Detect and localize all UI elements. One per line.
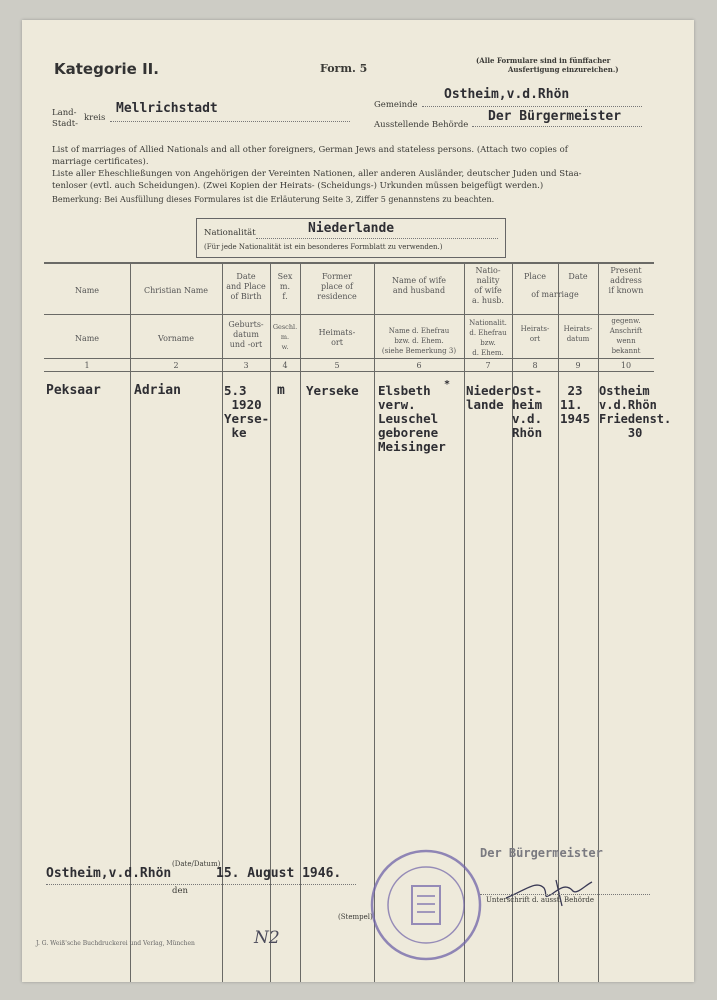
- gemeinde-line: [422, 106, 642, 107]
- spouse-footnote-mark: *: [444, 379, 451, 390]
- entry-marriage-place: Ost- heim v.d. Rhön: [512, 383, 543, 440]
- table-header-line: [44, 358, 654, 359]
- col1-num: 1: [84, 361, 90, 370]
- col10-en: Present address if known: [608, 266, 644, 295]
- of-marriage-label: of marriage: [531, 290, 579, 299]
- table-number-line: [44, 371, 654, 372]
- intro-remark: Bemerkung: Bei Ausfüllung dieses Formulares ist die Erläuterung Seite 3, Ziffer 5 genannstens zu beachten.: [52, 195, 495, 204]
- printer-imprint: J. G. Weiß'sche Buchdruckerei und Verlag, München: [36, 940, 195, 947]
- col5-de: Heimats- ort: [318, 328, 356, 347]
- nationality-label: Nationalität: [204, 228, 256, 238]
- footer-den: den: [172, 886, 188, 896]
- entry-former-residence: Yerseke: [306, 383, 359, 398]
- table-mid-line: [44, 314, 654, 315]
- gemeinde-value: Ostheim,v.d.Rhön: [444, 87, 570, 102]
- signature-label: Unterschrift d. ausst. Behörde: [486, 896, 594, 904]
- behoerde-value: Der Bürgermeister: [488, 109, 622, 124]
- official-title: Der Bürgermeister: [480, 846, 603, 860]
- form-number: Form. 5: [320, 62, 368, 75]
- col10-de: gegenw. Anschrift wenn bekannt: [609, 317, 643, 355]
- footer-date-label: (Date/Datum): [172, 860, 221, 868]
- col8-de: Heirats- ort: [520, 325, 550, 343]
- landkreis-label-stadt: Stadt-: [52, 119, 79, 129]
- col5-en: Former place of residence: [317, 272, 357, 301]
- col9-en: Date: [568, 272, 588, 281]
- col2-en: Christian Name: [143, 286, 209, 295]
- signature-line: [480, 894, 650, 895]
- entry-sex: m: [277, 383, 285, 398]
- col8-num: 8: [532, 361, 538, 370]
- behoerde-label: Ausstellende Behörde: [374, 120, 469, 130]
- entry-address: Ostheim v.d.Rhön Friedenst. 30: [599, 384, 672, 440]
- footer-date-line: [46, 884, 356, 885]
- col2-num: 2: [173, 361, 179, 370]
- entry-name: Peksaar: [46, 383, 101, 398]
- col4-de: Geschl. m. w.: [272, 323, 298, 351]
- stamp-label: (Stempel): [338, 913, 373, 921]
- intro-german-line1: Liste aller Eheschließungen von Angehörigen der Vereinten Nationen, aller anderen Ausländer, deutscher Juden und Staa-: [52, 169, 582, 179]
- col8-en: Place: [524, 272, 546, 281]
- intro-english-line1: List of marriages of Allied Nationals and all other foreigners, German Jews and stateless persons. (Attach two copies of: [52, 145, 568, 155]
- nationality-value: Niederlande: [308, 221, 395, 236]
- entry-christian-name: Adrian: [134, 383, 181, 398]
- landkreis-label-kreis: kreis: [84, 113, 106, 123]
- col3-en: Date and Place of Birth: [226, 272, 266, 301]
- col1-de: Name: [74, 334, 100, 343]
- category-title: Kategorie II.: [54, 60, 159, 78]
- col7-num: 7: [485, 361, 491, 370]
- copies-note-line1: (Alle Formulare sind in fünffacher: [476, 56, 611, 65]
- entry-spouse: Elsbeth verw. Leuschel geborene Meisinger: [378, 383, 446, 454]
- official-stamp: [367, 846, 485, 964]
- entry-nationality: Nieder lande: [466, 383, 512, 412]
- intro-english-line2: marriage certificates).: [52, 157, 149, 167]
- form-sheet: [22, 20, 694, 982]
- col3-de: Geburts- datum und -ort: [228, 320, 264, 349]
- col6-de: Name d. Ehefrau bzw. d. Ehem. (siehe Bemerkung 3): [381, 327, 457, 355]
- copies-note-line2: Ausfertigung einzureichen.): [508, 65, 619, 74]
- table-top-border: [44, 262, 654, 264]
- col5-num: 5: [334, 361, 340, 370]
- landkreis-label-land: Land-: [52, 108, 77, 118]
- col10-num: 10: [620, 361, 632, 370]
- col4-num: 4: [282, 361, 288, 370]
- footer-place: Ostheim,v.d.Rhön: [46, 866, 172, 881]
- col6-en: Name of wife and husband: [391, 276, 447, 295]
- behoerde-line: [472, 126, 642, 127]
- col9-num: 9: [575, 361, 581, 370]
- nationality-note: (Für jede Nationalität ist ein besonderes Formblatt zu verwenden.): [204, 243, 443, 251]
- gemeinde-label: Gemeinde: [374, 100, 418, 110]
- entry-marriage-date: 23 11. 1945: [560, 383, 591, 426]
- handwritten-mark: N2: [254, 928, 280, 948]
- entry-birth: 5.3 1920 Yerse- ke: [224, 383, 270, 440]
- nationality-line: [256, 238, 498, 239]
- landkreis-line: [110, 121, 350, 122]
- col6-num: 6: [416, 361, 422, 370]
- intro-german-line2: tenloser (evtl. auch Scheidungen). (Zwei Kopien der Heirats- (Scheidungs-) Urkunden müssen beigefügt werden.): [52, 181, 544, 191]
- col7-en: Natio- nality of wife a. husb.: [472, 266, 504, 305]
- landkreis-value: Mellrichstadt: [116, 101, 218, 116]
- col7-de: Nationalit. d. Ehefrau bzw. d. Ehem.: [469, 319, 507, 357]
- col9-de: Heirats- datum: [563, 325, 593, 343]
- col2-de: Vorname: [158, 334, 194, 343]
- col4-en: Sex m. f.: [277, 272, 293, 301]
- footer-date: 15. August 1946.: [216, 866, 342, 881]
- col3-num: 3: [243, 361, 249, 370]
- col1-en: Name: [74, 286, 100, 295]
